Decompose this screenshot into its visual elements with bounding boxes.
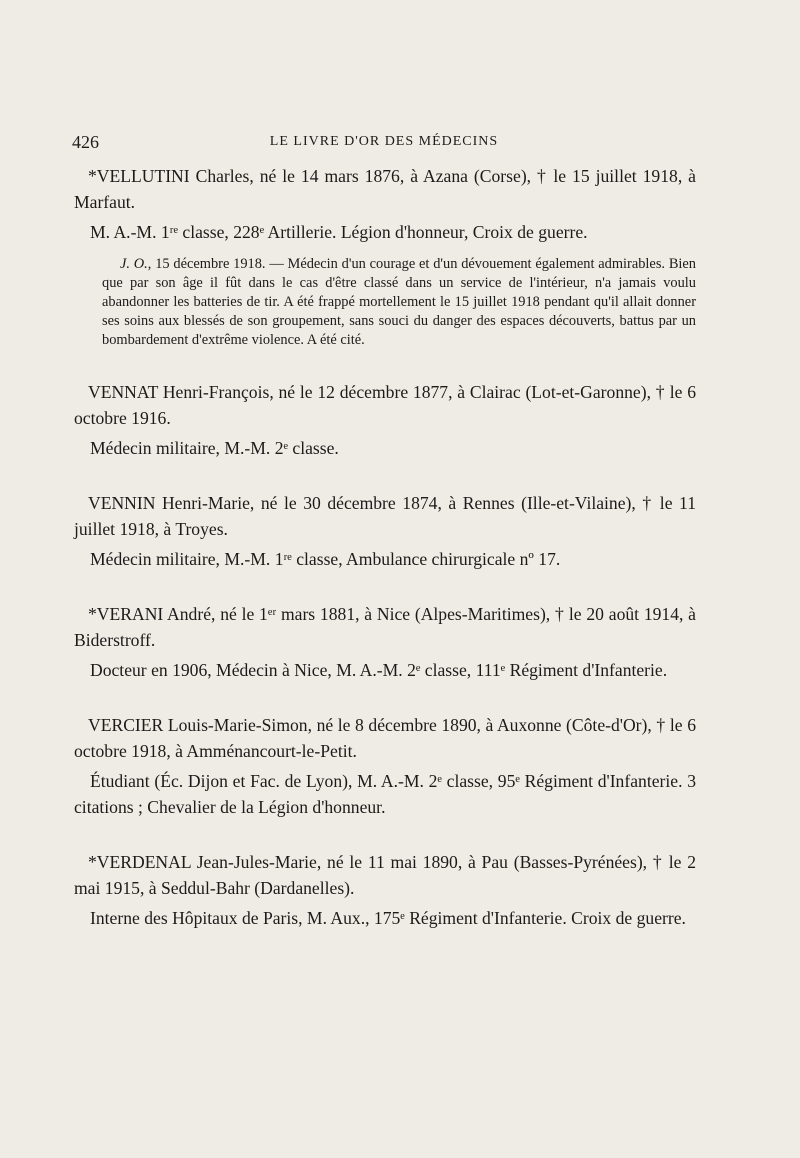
entry-detail: M. A.-M. 1ʳᵉ classe, 228ᵉ Artillerie. Légion d'honneur, Croix de guerre.: [90, 222, 588, 242]
running-title: LE LIVRE D'OR DES MÉDECINS: [269, 134, 499, 149]
entry-detail: Étudiant (Éc. Dijon et Fac. de Lyon), M. A.-M. 2ᵉ classe, 95ᵉ Régiment d'Infanterie. 3 citations ; Chevalier de la Légion d'honneur.: [74, 771, 696, 817]
entry-verdenal: [74, 849, 696, 931]
entry-vennat: [74, 379, 696, 461]
entry-detail: Docteur en 1906, Médecin à Nice, M. A.-M. 2ᵉ classe, 111ᵉ Régiment d'Infanterie.: [90, 660, 668, 680]
citation-text: , 15 décembre 1918. — Médecin d'un courage et d'un dévouement également admirables. Bien que par son âge il fût dans le cas d'être classé dans un service de l'intérieur, n'a jamais voulu abandonner les batteries de tir. A été frappé mortellement le 15 juillet 1918 pendant qu'il allait donner ses soins aux blessés de son groupement, sans souci du danger des espaces découverts, battus par un bombardement d'extrême violence. A été cité.: [102, 256, 697, 348]
entry-vennin: [74, 490, 696, 572]
entry-heading: VERCIER Louis-Marie-Simon, né le 8 décembre 1890, à Auxonne (Côte-d'Or), † le 6 octobre 1918, à Amménancourt-le-Petit.: [74, 715, 696, 761]
entry-vercier: [74, 712, 696, 820]
entry-heading: *VERDENAL Jean-Jules-Marie, né le 11 mai 1890, à Pau (Basses-Pyrénées), † le 2 mai 1915, à Seddul-Bahr (Dardanelles).: [74, 852, 696, 898]
page-body: [74, 163, 696, 960]
citation-source: J. O.: [120, 256, 148, 272]
entry-heading: VENNAT Henri-François, né le 12 décembre 1877, à Clairac (Lot-et-Garonne), † le 6 octobre 1916.: [74, 382, 696, 428]
page-header: [72, 132, 696, 158]
entry-heading: *VERANI André, né le 1ᵉʳ mars 1881, à Nice (Alpes-Maritimes), † le 20 août 1914, à Biderstroff.: [74, 604, 696, 650]
entry-detail: Interne des Hôpitaux de Paris, M. Aux., 175ᵉ Régiment d'Infanterie. Croix de guerre.: [90, 908, 686, 928]
entry-citation: [102, 255, 696, 350]
entry-heading: VENNIN Henri-Marie, né le 30 décembre 1874, à Rennes (Ille-et-Vilaine), † le 11 juillet 1918, à Troyes.: [74, 493, 696, 539]
page-number: 426: [72, 132, 99, 152]
entry-vellutini: [74, 163, 696, 350]
entry-heading: *VELLUTINI Charles, né le 14 mars 1876, à Azana (Corse), † le 15 juillet 1918, à Marfaut.: [74, 166, 696, 212]
entry-verani: [74, 601, 696, 683]
entry-detail: Médecin militaire, M.-M. 1ʳᵉ classe, Ambulance chirurgicale nº 17.: [90, 549, 561, 569]
entry-detail: Médecin militaire, M.-M. 2ᵉ classe.: [90, 438, 339, 458]
